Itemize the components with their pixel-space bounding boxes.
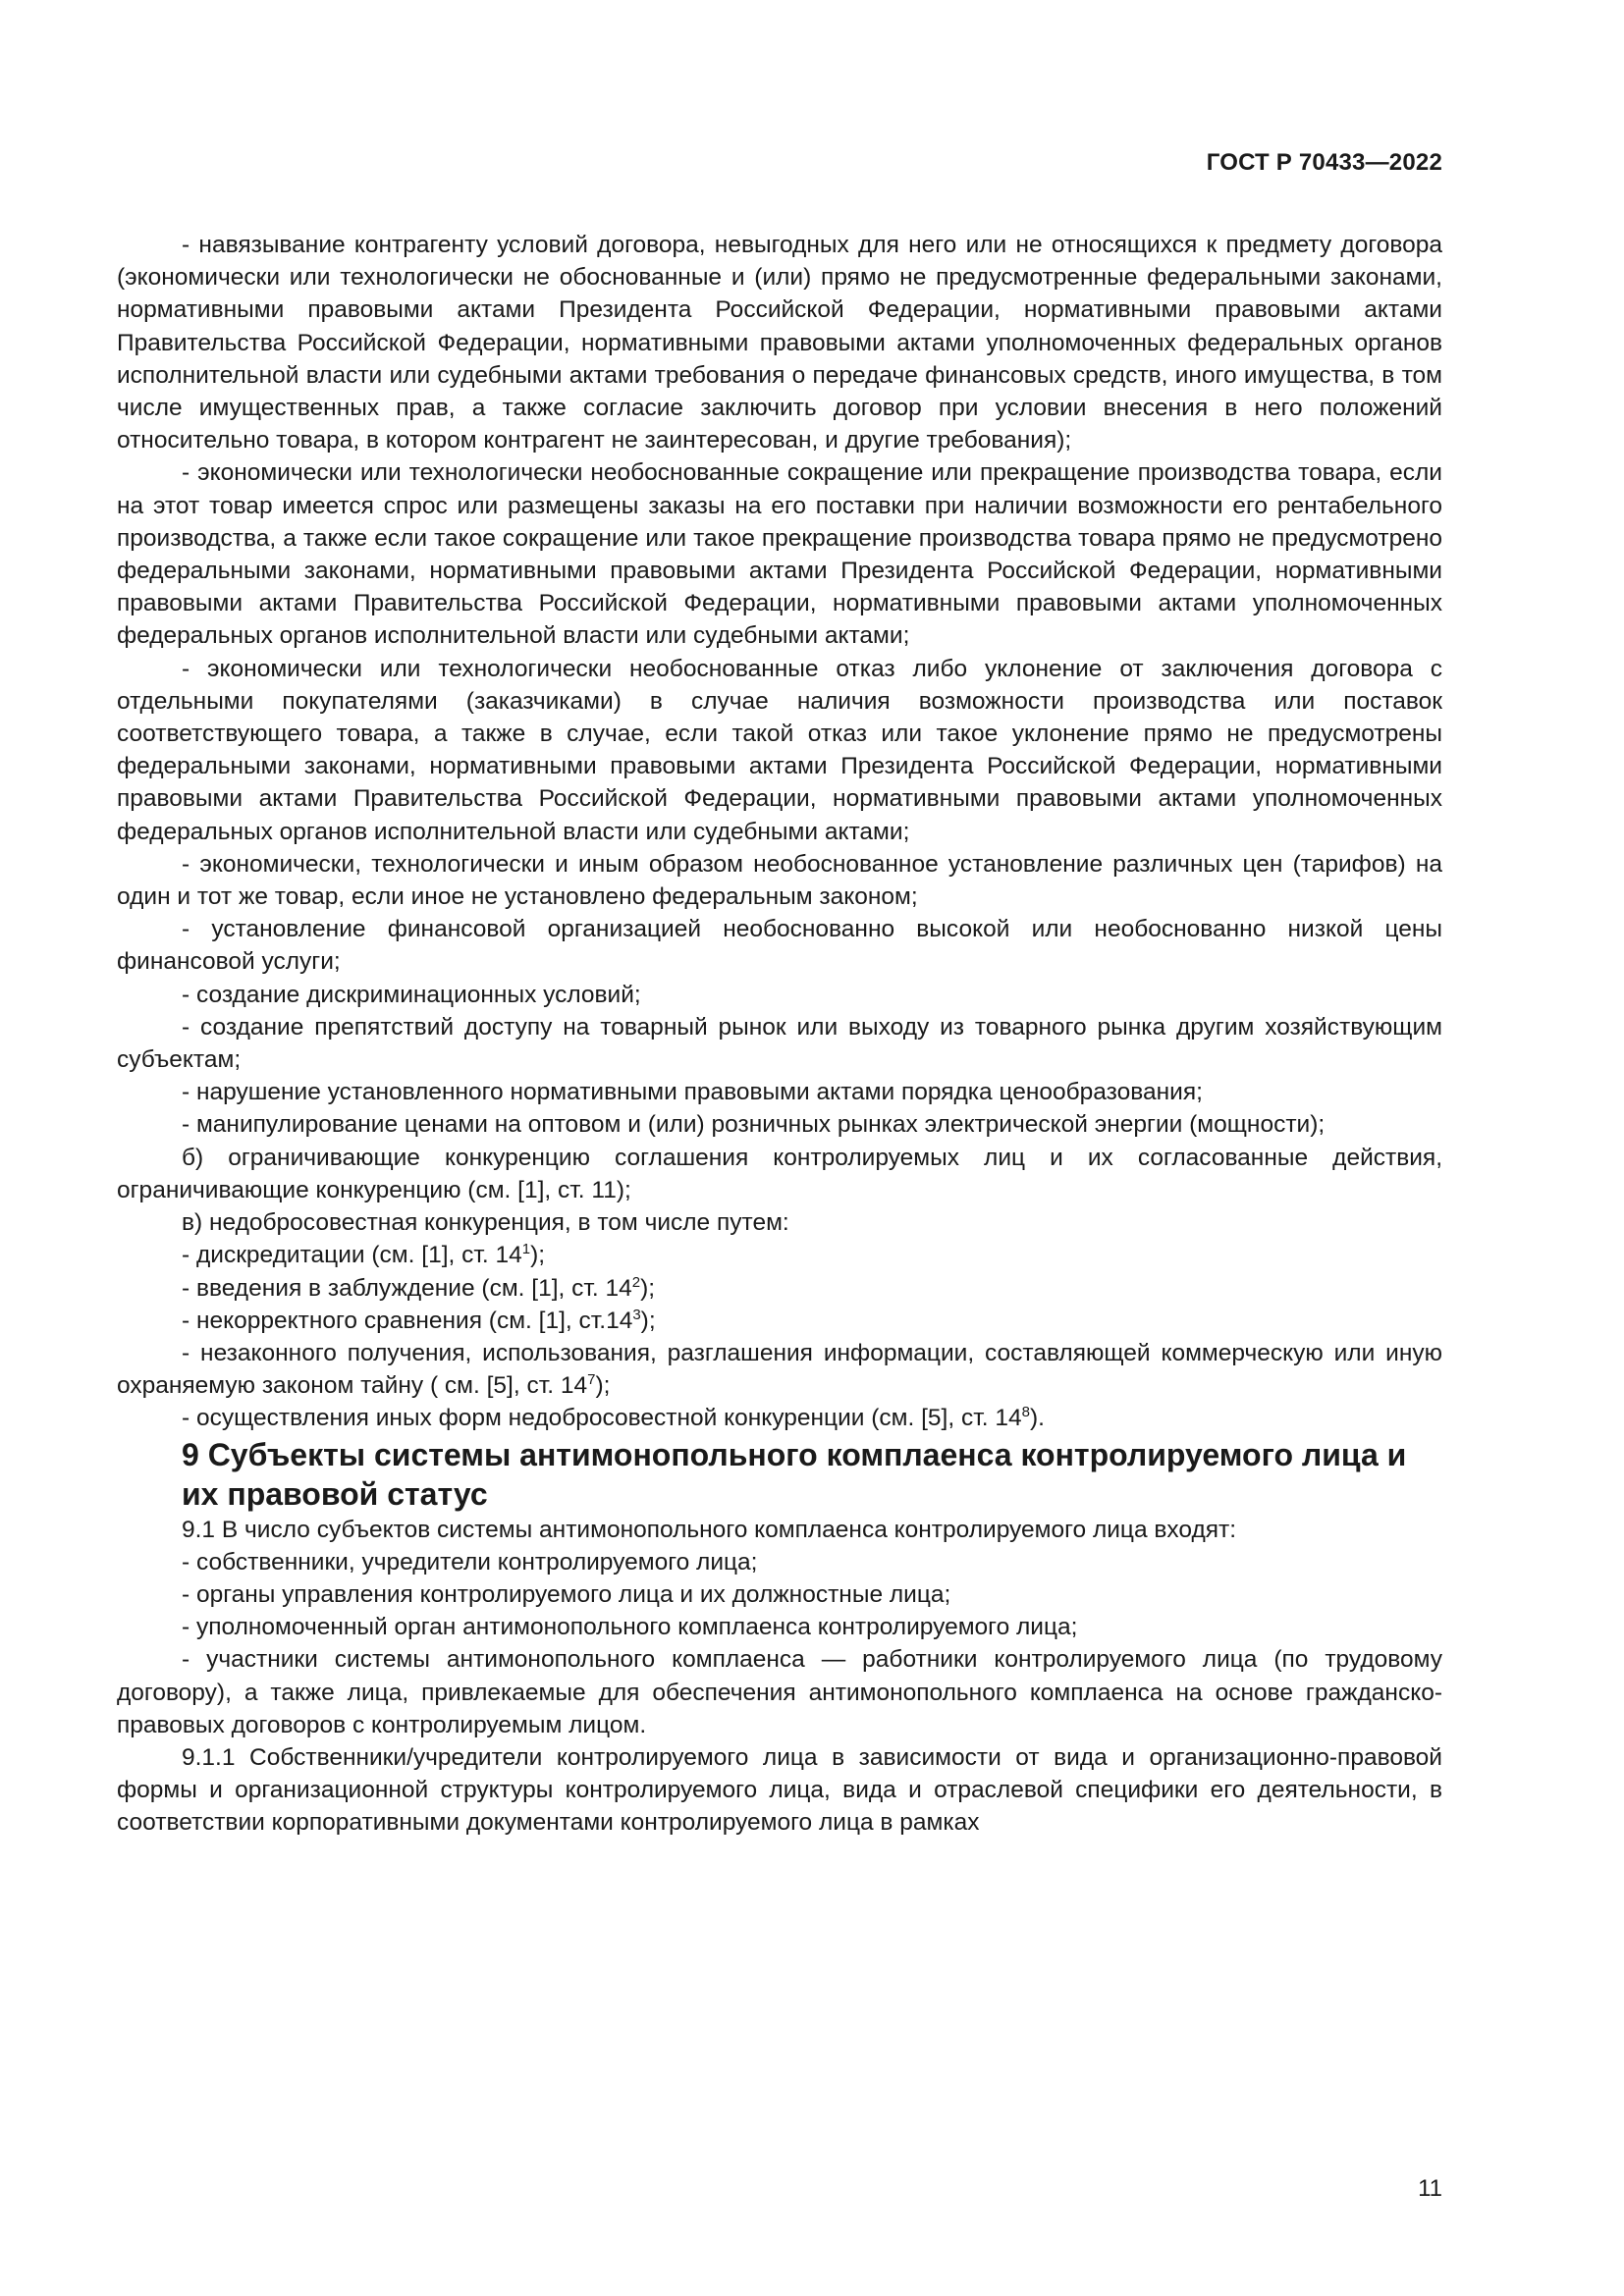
footnote-mark: 2: [631, 1273, 641, 1291]
list-item: - участники системы антимонопольного комплаенса — работники контролируемого лица (по трудовому договору), а также лица, привлекаемые для обеспечения антимонопольного комплаенса на основе гражданско-правовых договоров с контролируемым лицом.: [117, 1646, 1442, 1738]
list-item: - манипулирование ценами на оптовом и (или) розничных рынках электрической энергии (мощности);: [182, 1111, 1326, 1139]
paragraph: 9.1 В число субъектов системы антимонопольного комплаенса контролируемого лица входят:: [182, 1516, 1237, 1543]
paragraph: 9.1.1 Собственники/учредители контролируемого лица в зависимости от вида и организационно-правовой формы и организационной структуры контролируемого лица, вида и отраслевой специфики его деятельности, в соответствии корпоративными документами контролируемого лица в рамках: [117, 1743, 1442, 1837]
section-heading: 9 Субъекты системы антимонопольного комплаенса контролируемого лица и их правовой статус: [182, 1436, 1407, 1512]
paragraph: б) ограничивающие конкуренцию соглашения контролируемых лиц и их согласованные действия, ограничивающие конкуренцию (см. [1], ст. 11);: [117, 1144, 1442, 1203]
list-item: - нарушение установленного нормативными правовыми актами порядка ценообразования;: [182, 1079, 1203, 1106]
list-item: - органы управления контролируемого лица и их должностные лица;: [182, 1580, 951, 1608]
list-item-text: - осуществления иных форм недобросовестной конкуренции (см. [5], ст. 14: [182, 1405, 1022, 1432]
footnote-mark: 1: [521, 1241, 531, 1258]
list-item-text: - введения в заблуждение (см. [1], ст. 14: [182, 1274, 632, 1302]
paragraph: в) недобросовестная конкуренция, в том числе путем:: [182, 1209, 789, 1237]
list-item: - уполномоченный орган антимонопольного комплаенса контролируемого лица;: [182, 1614, 1078, 1641]
list-item: [117, 1239, 1442, 1271]
list-item: [117, 1305, 1442, 1337]
list-item-tail: );: [530, 1242, 546, 1269]
footnote-mark: 7: [587, 1370, 596, 1388]
list-item-tail: );: [640, 1274, 656, 1302]
list-item: - собственники, учредители контролируемого лица;: [182, 1548, 758, 1575]
list-item: [117, 1337, 1442, 1402]
list-item: - установление финансовой организацией необоснованно высокой или необоснованно низкой цены финансовой услуги;: [117, 916, 1442, 976]
list-item-tail: );: [640, 1307, 656, 1334]
list-item: - экономически или технологически необоснованные отказ либо уклонение от заключения договора с отдельными покупателями (заказчиками) в случае наличия возможности производства или поставок соответствующего товара, а также в случае, если такой отказ или такое уклонение прямо не предусмотрены федеральными законами, нормативными правовыми актами Президента Российской Федерации, нормативными правовыми актами Правительства Российской Федерации, нормативными правовыми актами уполномоченных федеральных органов исполнительной власти или судебными актами;: [117, 655, 1442, 845]
list-item-tail: ).: [1029, 1405, 1045, 1432]
document-code: ГОСТ Р 70433—2022: [1206, 149, 1442, 176]
list-item-text: - дискредитации (см. [1], ст. 14: [182, 1242, 522, 1269]
list-item: - экономически или технологически необоснованные сокращение или прекращение производства товара, если на этот товар имеется спрос или размещены заказы на его поставки при наличии возможности его рентабельного производства, а также если такое сокращение или такое прекращение производства товара прямо не предусмотрено федеральными законами, нормативными правовыми актами Президента Российской Федерации, нормативными правовыми актами Правительства Российской Федерации, нормативными правовыми актами уполномоченных федеральных органов исполнительной власти или судебными актами;: [117, 459, 1442, 650]
list-item: - создание препятствий доступу на товарный рынок или выходу из товарного рынка другим хозяйствующим субъектам;: [117, 1013, 1442, 1074]
footnote-mark: 3: [632, 1306, 641, 1323]
list-item-tail: );: [595, 1372, 611, 1400]
list-item-text: - некорректного сравнения (см. [1], ст.14: [182, 1307, 633, 1334]
footnote-mark: 8: [1021, 1404, 1030, 1421]
list-item: - навязывание контрагенту условий договора, невыгодных для него или не относящихся к предмету договора (экономически или технологически не обоснованные и (или) прямо не предусмотренные федеральными законами, нормативными правовыми актами Президента Российской Федерации, нормативными правовыми актами Правительства Российской Федерации, нормативными правовыми актами уполномоченных федеральных органов исполнительной власти или судебными актами требования о передаче финансовых средств, иного имущества, в том числе имущественных прав, а также согласие заключить договор при условии внесения в него положений относительно товара, в котором контрагент не заинтересован, и другие требования);: [117, 232, 1442, 454]
list-item: - экономически, технологически и иным образом необоснованное установление различных цен (тарифов) на один и тот же товар, если иное не установлено федеральным законом;: [117, 850, 1442, 911]
document-body: [117, 229, 1442, 1840]
list-item: [117, 1402, 1442, 1434]
list-item-text: - незаконного получения, использования, разглашения информации, составляющей коммерческую или иную охраняемую законом тайну ( см. [5], ст. 14: [117, 1339, 1442, 1400]
list-item: [117, 1272, 1442, 1305]
list-item: - создание дискриминационных условий;: [182, 981, 641, 1008]
page-number: 11: [1418, 2175, 1442, 2202]
